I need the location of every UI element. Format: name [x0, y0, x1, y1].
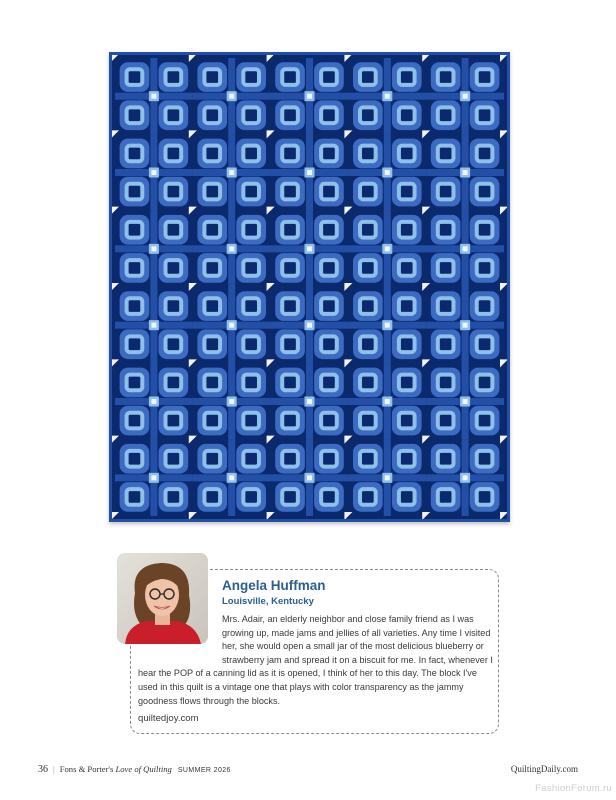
- quilt-center-dot: [463, 399, 468, 404]
- quilt-ring-center: [286, 455, 294, 463]
- quilt-ring-center: [364, 340, 372, 348]
- quilt-ring-center: [364, 493, 372, 501]
- issue-label: SUMMER 2026: [177, 767, 231, 774]
- quilt-ring-center: [169, 264, 177, 272]
- quilt-ring-center: [169, 378, 177, 386]
- quilt-ring-center: [247, 302, 255, 310]
- quilt-center-dot: [307, 94, 312, 99]
- quilt-center-dot: [385, 170, 390, 175]
- quilt-center-dot: [307, 323, 312, 328]
- quilt-ring-center: [208, 226, 216, 234]
- quilt-ring-center: [442, 417, 450, 425]
- quilt-ring-center: [403, 226, 411, 234]
- quilt-center-dot: [307, 246, 312, 251]
- quilt-ring-center: [286, 149, 294, 157]
- quilt-center-dot: [151, 475, 156, 480]
- quilt-center-dot: [229, 94, 234, 99]
- quilt-ring-center: [247, 264, 255, 272]
- quilt-ring-center: [403, 378, 411, 386]
- quilt-ring-center: [481, 149, 489, 157]
- quilt-center-dot: [385, 475, 390, 480]
- quilt-ring-center: [442, 73, 450, 81]
- quilt-ring-center: [286, 417, 294, 425]
- page-number: 36: [38, 764, 48, 775]
- quilt-ring-center: [364, 73, 372, 81]
- quilt-center-dot: [151, 323, 156, 328]
- quilt-center-dot: [151, 170, 156, 175]
- quilt-ring-center: [481, 226, 489, 234]
- quilt-center-dot: [151, 399, 156, 404]
- quilt-ring-center: [286, 226, 294, 234]
- quilt-center-dot: [307, 475, 312, 480]
- quilt-center-dot: [385, 323, 390, 328]
- quilt-ring-center: [247, 73, 255, 81]
- quilt-photo: [109, 52, 510, 522]
- quilt-ring-center: [325, 73, 333, 81]
- quilt-ring-center: [130, 493, 138, 501]
- quilt-ring-center: [247, 149, 255, 157]
- quilt-ring-center: [364, 455, 372, 463]
- quilt-ring-center: [403, 111, 411, 119]
- quilt-ring-center: [325, 340, 333, 348]
- quilt-illustration: [109, 52, 510, 522]
- quilt-ring-center: [247, 378, 255, 386]
- quilt-ring-center: [364, 378, 372, 386]
- quilt-ring-center: [169, 111, 177, 119]
- quilt-ring-center: [364, 226, 372, 234]
- quilt-ring-center: [442, 226, 450, 234]
- quilt-ring-center: [325, 188, 333, 196]
- quilt-ring-center: [481, 302, 489, 310]
- quilt-ring-center: [247, 340, 255, 348]
- page-footer-left: [38, 764, 231, 775]
- site-url[interactable]: QuiltingDaily.com: [510, 764, 578, 774]
- quilt-ring-center: [364, 417, 372, 425]
- quilt-center-dot: [307, 399, 312, 404]
- quilt-ring-center: [442, 264, 450, 272]
- quilt-ring-center: [130, 302, 138, 310]
- quilt-center-dot: [385, 399, 390, 404]
- quilt-ring-center: [286, 378, 294, 386]
- watermark: FashionForum.ru: [535, 783, 612, 794]
- quilt-ring-center: [403, 149, 411, 157]
- quilt-ring-center: [442, 188, 450, 196]
- text-wrap-spacer: [138, 613, 222, 657]
- quilt-ring-center: [481, 417, 489, 425]
- quilt-ring-center: [442, 340, 450, 348]
- quilt-ring-center: [247, 417, 255, 425]
- quilt-ring-center: [403, 455, 411, 463]
- quilt-ring-center: [130, 378, 138, 386]
- quilt-ring-center: [364, 149, 372, 157]
- quilt-center-dot: [151, 94, 156, 99]
- quilt-ring-center: [325, 226, 333, 234]
- quilt-ring-center: [130, 226, 138, 234]
- quilt-ring-center: [442, 378, 450, 386]
- quilt-ring-center: [325, 417, 333, 425]
- quilt-ring-center: [442, 111, 450, 119]
- quilt-ring-center: [325, 455, 333, 463]
- quilt-ring-center: [481, 378, 489, 386]
- quilt-ring-center: [169, 417, 177, 425]
- quilt-ring-center: [364, 188, 372, 196]
- quilt-ring-center: [247, 455, 255, 463]
- quilt-ring-center: [169, 188, 177, 196]
- quilt-ring-center: [130, 111, 138, 119]
- designer-bio-text: Mrs. Adair, an elderly neighbor and close family friend as I was growing up, made jams and jellies of all varieties. Any time I visited her, she would open a small jar of the most delicious blueberry or strawberry jam and spread it on a biscuit for me. In fact, whenever I hear the POP of a canning lid as it is opened, I think of her to this day. The block I've used in this quilt is a vintage one that plays with color transparency as the jammy goodness flows through the blocks.: [138, 614, 493, 706]
- quilt-ring-center: [403, 264, 411, 272]
- quilt-ring-center: [130, 455, 138, 463]
- quilt-ring-center: [286, 73, 294, 81]
- quilt-ring-center: [130, 73, 138, 81]
- quilt-ring-center: [403, 493, 411, 501]
- quilt-center-dot: [151, 246, 156, 251]
- quilt-ring-center: [130, 188, 138, 196]
- publication-title: Love of Quilting: [115, 764, 172, 774]
- quilt-ring-center: [169, 302, 177, 310]
- quilt-ring-center: [286, 111, 294, 119]
- quilt-ring-center: [169, 455, 177, 463]
- quilt-ring-center: [208, 111, 216, 119]
- quilt-ring-center: [169, 493, 177, 501]
- quilt-center-dot: [463, 475, 468, 480]
- quilt-ring-center: [481, 340, 489, 348]
- quilt-ring-center: [403, 340, 411, 348]
- quilt-center-dot: [385, 246, 390, 251]
- quilt-center-dot: [229, 170, 234, 175]
- quilt-ring-center: [130, 149, 138, 157]
- quilt-ring-center: [325, 111, 333, 119]
- quilt-ring-center: [481, 73, 489, 81]
- quilt-ring-center: [169, 73, 177, 81]
- designer-bio: [138, 613, 494, 708]
- quilt-ring-center: [286, 188, 294, 196]
- quilt-ring-center: [286, 493, 294, 501]
- quilt-ring-center: [208, 302, 216, 310]
- quilt-ring-center: [208, 455, 216, 463]
- quilt-ring-center: [208, 264, 216, 272]
- quilt-ring-center: [169, 226, 177, 234]
- quilt-ring-center: [364, 111, 372, 119]
- quilt-ring-center: [325, 302, 333, 310]
- quilt-ring-center: [325, 149, 333, 157]
- quilt-center-dot: [463, 246, 468, 251]
- quilt-ring-center: [364, 302, 372, 310]
- quilt-ring-center: [481, 188, 489, 196]
- quilt-ring-center: [286, 302, 294, 310]
- quilt-ring-center: [325, 493, 333, 501]
- quilt-ring-center: [403, 73, 411, 81]
- quilt-ring-center: [325, 378, 333, 386]
- quilt-ring-center: [208, 188, 216, 196]
- quilt-ring-center: [286, 264, 294, 272]
- footer-separator: |: [53, 764, 55, 774]
- designer-name: Angela Huffman: [222, 578, 326, 593]
- quilt-ring-center: [208, 73, 216, 81]
- quilt-center-dot: [307, 170, 312, 175]
- quilt-center-dot: [385, 94, 390, 99]
- designer-location: Louisville, Kentucky: [222, 596, 314, 607]
- quilt-ring-center: [130, 417, 138, 425]
- quilt-center-dot: [463, 94, 468, 99]
- quilt-center-dot: [463, 170, 468, 175]
- quilt-ring-center: [247, 493, 255, 501]
- quilt-ring-center: [130, 340, 138, 348]
- quilt-ring-center: [364, 264, 372, 272]
- quilt-ring-center: [403, 417, 411, 425]
- quilt-ring-center: [169, 340, 177, 348]
- designer-website-link[interactable]: quiltedjoy.com: [138, 713, 199, 724]
- quilt-ring-center: [403, 188, 411, 196]
- quilt-ring-center: [208, 417, 216, 425]
- quilt-ring-center: [247, 226, 255, 234]
- quilt-center-dot: [463, 323, 468, 328]
- quilt-ring-center: [481, 264, 489, 272]
- quilt-ring-center: [442, 302, 450, 310]
- quilt-ring-center: [208, 340, 216, 348]
- quilt-ring-center: [286, 340, 294, 348]
- quilt-ring-center: [130, 264, 138, 272]
- quilt-ring-center: [481, 111, 489, 119]
- quilt-center-dot: [229, 246, 234, 251]
- quilt-ring-center: [481, 493, 489, 501]
- quilt-ring-center: [247, 111, 255, 119]
- quilt-ring-center: [325, 264, 333, 272]
- quilt-ring-center: [208, 149, 216, 157]
- quilt-center-dot: [229, 399, 234, 404]
- quilt-ring-center: [442, 455, 450, 463]
- quilt-ring-center: [442, 149, 450, 157]
- publication-prefix: Fons & Porter's: [59, 764, 114, 774]
- quilt-ring-center: [208, 378, 216, 386]
- quilt-ring-center: [403, 302, 411, 310]
- quilt-ring-center: [247, 188, 255, 196]
- quilt-center-dot: [229, 475, 234, 480]
- quilt-ring-center: [442, 493, 450, 501]
- quilt-ring-center: [481, 455, 489, 463]
- quilt-center-dot: [229, 323, 234, 328]
- quilt-ring-center: [208, 493, 216, 501]
- quilt-ring-center: [169, 149, 177, 157]
